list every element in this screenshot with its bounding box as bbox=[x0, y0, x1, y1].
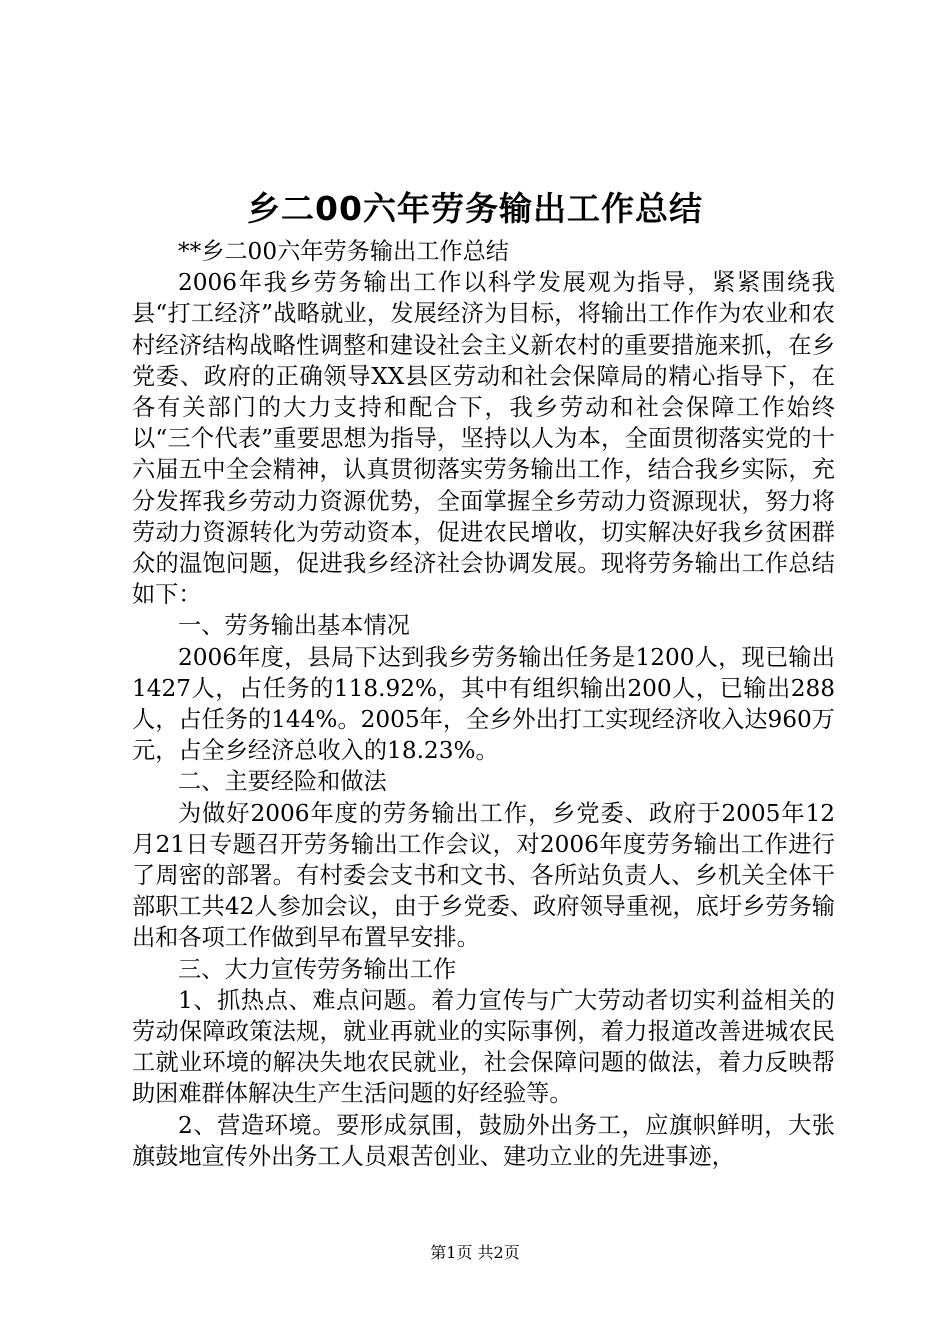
document-subtitle: **乡二00六年劳务输出工作总结 bbox=[178, 238, 509, 265]
document-body bbox=[132, 236, 835, 1172]
intro-paragraph: 2006年我乡劳务输出工作以科学发展观为指导，紧紧围绕我县“打工经济”战略就业，发展经济为目标，将输出工作作为农业和农村经济结构战略性调整和建设社会主义新农村的重要措施来抓，在乡党委、政府的正确领导XX县区劳动和社会保障局的精心指导下，在各有关部门的大力支持和配合下，我乡劳动和社会保障工作始终以“三个代表”重要思想为指导，坚持以人为本，全面贯彻落实党的十六届五中全会精神，认真贯彻落实劳务输出工作，结合我乡实际，充分发挥我乡劳动力资源优势，全面掌握全乡劳动力资源现状，努力将劳动力资源转化为劳动资本，促进农民增收，切实解决好我乡贫困群众的温饱问题，促进我乡经济社会协调发展。现将劳务输出工作总结如下： bbox=[132, 269, 835, 609]
section-heading-2: 二、主要经险和做法 bbox=[178, 768, 387, 796]
section-3-item-2: 2、营造环境。要形成氛围，鼓励外出务工，应旗帜鲜明，大张旗鼓地宣传外出务工人员艰苦创业、建功立业的先进事迹， bbox=[132, 1111, 835, 1170]
section-2-paragraph: 为做好2006年度的劳务输出工作，乡党委、政府于2005年12月21日专题召开劳务输出工作会议，对2006年度劳务输出工作进行了周密的部署。有村委会支书和文书、各所站负责人、乡机关全体干部职工共42人参加会议，由于乡党委、政府领导重视，底圩乡劳务输出和各项工作做到早布置早安排。 bbox=[132, 799, 835, 952]
section-3-item-1: 1、抓热点、难点问题。着力宣传与广大劳动者切实利益相关的劳动保障政策法规，就业再就业的实际事例，着力报道改善进城农民工就业环境的解决失地农民就业，社会保障问题的做法，着力反映帮助困难群体解决生产生活问题的好经验等。 bbox=[132, 986, 835, 1108]
section-heading-1: 一、劳务输出基本情况 bbox=[178, 612, 410, 640]
section-1-paragraph: 2006年度，县局下达到我乡劳务输出任务是1200人，现已输出1427人，占任务的118.92%，其中有组织输出200人，已输出288人，占任务的144%。2005年，全乡外出打工实现经济收入达960万元，占全乡经济总收入的18.23%。 bbox=[132, 643, 835, 765]
section-heading-3: 三、大力宣传劳务输出工作 bbox=[178, 955, 457, 983]
document-title: 乡二00六年劳务输出工作总结 bbox=[247, 189, 703, 228]
page-footer: 第1页 共2页 bbox=[430, 1243, 520, 1262]
